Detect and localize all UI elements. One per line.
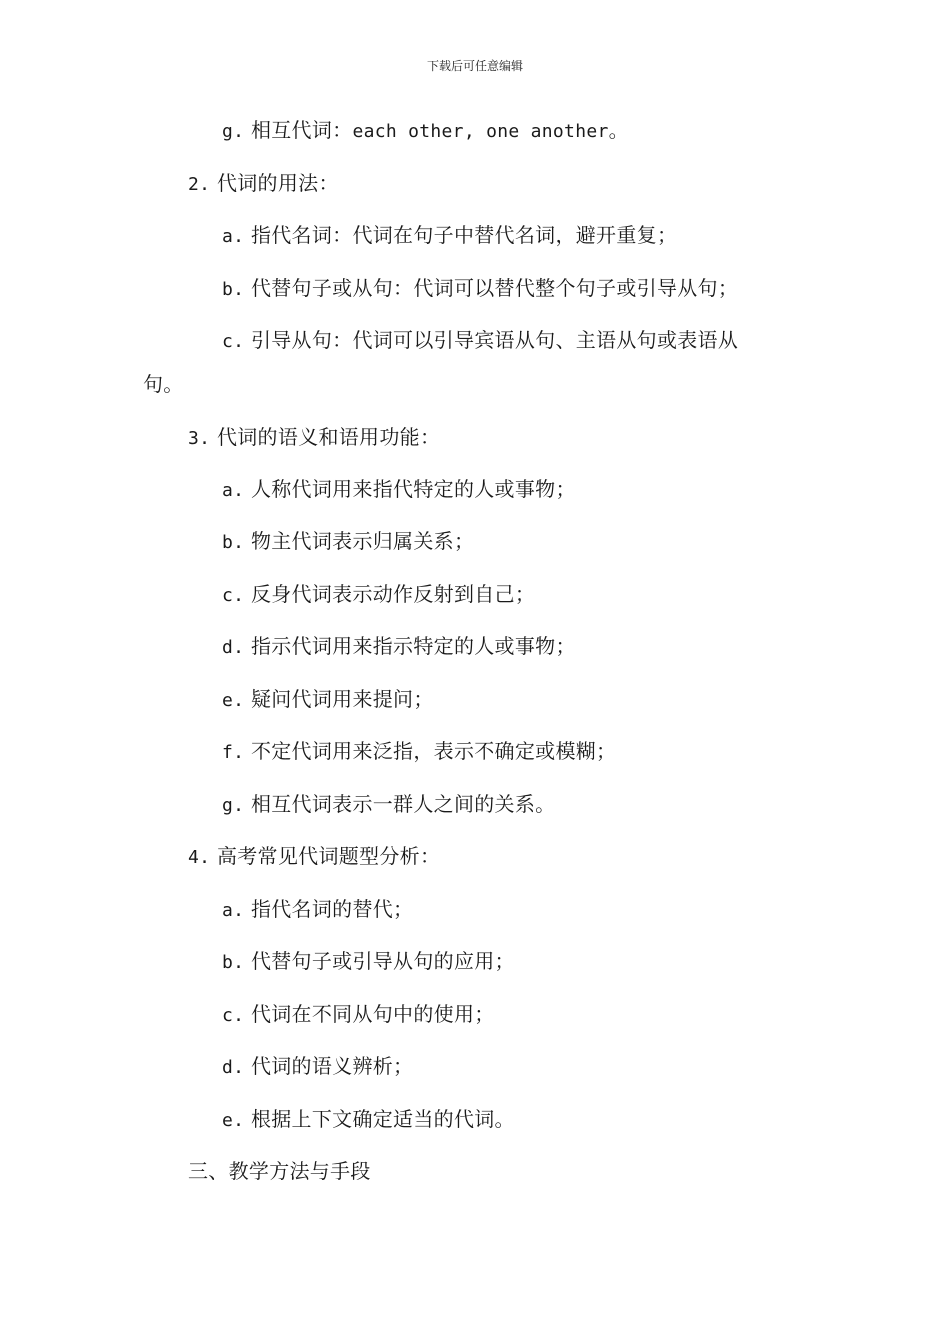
- item-marker: c.: [222, 331, 245, 352]
- list-item: [222, 475, 576, 505]
- item-marker: f.: [222, 742, 245, 763]
- list-item: [222, 527, 474, 557]
- item-marker: d.: [222, 637, 245, 658]
- item-text: 疑问代词用来提问；: [250, 687, 434, 711]
- list-item-g-reciprocal: [222, 116, 629, 146]
- item-text: 反身代词表示动作反射到自己；: [250, 582, 536, 606]
- section-heading-exam-analysis: [188, 842, 440, 872]
- item-marker: a.: [222, 900, 245, 921]
- chapter-heading-teaching-methods: [188, 1157, 371, 1185]
- item-marker: b.: [222, 952, 245, 973]
- item-marker: 4.: [188, 847, 211, 868]
- item-text: 根据上下文确定适当的代词。: [250, 1107, 515, 1131]
- list-item-continuation: [143, 370, 184, 398]
- item-text: 指代名词：代词在句子中替代名词，避开重复；: [250, 223, 678, 247]
- list-item: [222, 326, 738, 356]
- list-item: [222, 895, 413, 925]
- item-marker: a.: [222, 480, 245, 501]
- page-header: 下载后可任意编辑: [426, 59, 523, 73]
- list-item: [222, 1105, 515, 1135]
- item-text: 指代名词的替代；: [250, 897, 414, 921]
- list-item: [222, 632, 576, 662]
- item-marker: 2.: [188, 174, 211, 195]
- item-text: 代词的用法：: [216, 171, 339, 195]
- item-marker: e.: [222, 1110, 245, 1131]
- item-text: 相互代词表示一群人之间的关系。: [250, 792, 556, 816]
- item-marker: c.: [222, 1005, 245, 1026]
- list-item: [222, 685, 434, 715]
- item-marker: g.: [222, 121, 245, 142]
- item-marker: g.: [222, 795, 245, 816]
- heading-text: 三、教学方法与手段: [188, 1159, 371, 1183]
- list-item: [222, 1000, 495, 1030]
- item-tail: 。: [608, 118, 629, 142]
- item-text: 代词的语义和语用功能：: [216, 425, 441, 449]
- item-text: 代替句子或引导从句的应用；: [250, 949, 515, 973]
- item-marker: b.: [222, 532, 245, 553]
- item-marker: b.: [222, 279, 245, 300]
- list-item: [222, 221, 677, 251]
- item-marker: e.: [222, 690, 245, 711]
- list-item: [222, 790, 555, 820]
- item-marker: d.: [222, 1057, 245, 1078]
- list-item: [222, 737, 616, 767]
- item-marker: a.: [222, 226, 245, 247]
- item-text: 指示代词用来指示特定的人或事物；: [250, 634, 576, 658]
- item-marker: 3.: [188, 428, 211, 449]
- item-text: 人称代词用来指代特定的人或事物；: [250, 477, 576, 501]
- item-marker: c.: [222, 585, 245, 606]
- list-item: [222, 580, 535, 610]
- list-item: [222, 1052, 413, 1082]
- item-text: 相互代词：: [250, 118, 353, 142]
- item-text: 物主代词表示归属关系；: [250, 529, 475, 553]
- list-item: [222, 947, 515, 977]
- section-heading-usage: [188, 169, 339, 199]
- item-text: 句。: [143, 372, 184, 396]
- item-english-text: each other, one another: [352, 121, 609, 142]
- item-text: 不定代词用来泛指，表示不确定或模糊；: [250, 739, 617, 763]
- section-heading-semantics: [188, 423, 440, 453]
- item-text: 高考常见代词题型分析：: [216, 844, 441, 868]
- item-text: 引导从句：代词可以引导宾语从句、主语从句或表语从: [250, 328, 739, 352]
- item-text: 代替句子或从句：代词可以替代整个句子或引导从句；: [250, 276, 739, 300]
- list-item: [222, 274, 738, 304]
- item-text: 代词的语义辨析；: [250, 1054, 414, 1078]
- item-text: 代词在不同从句中的使用；: [250, 1002, 495, 1026]
